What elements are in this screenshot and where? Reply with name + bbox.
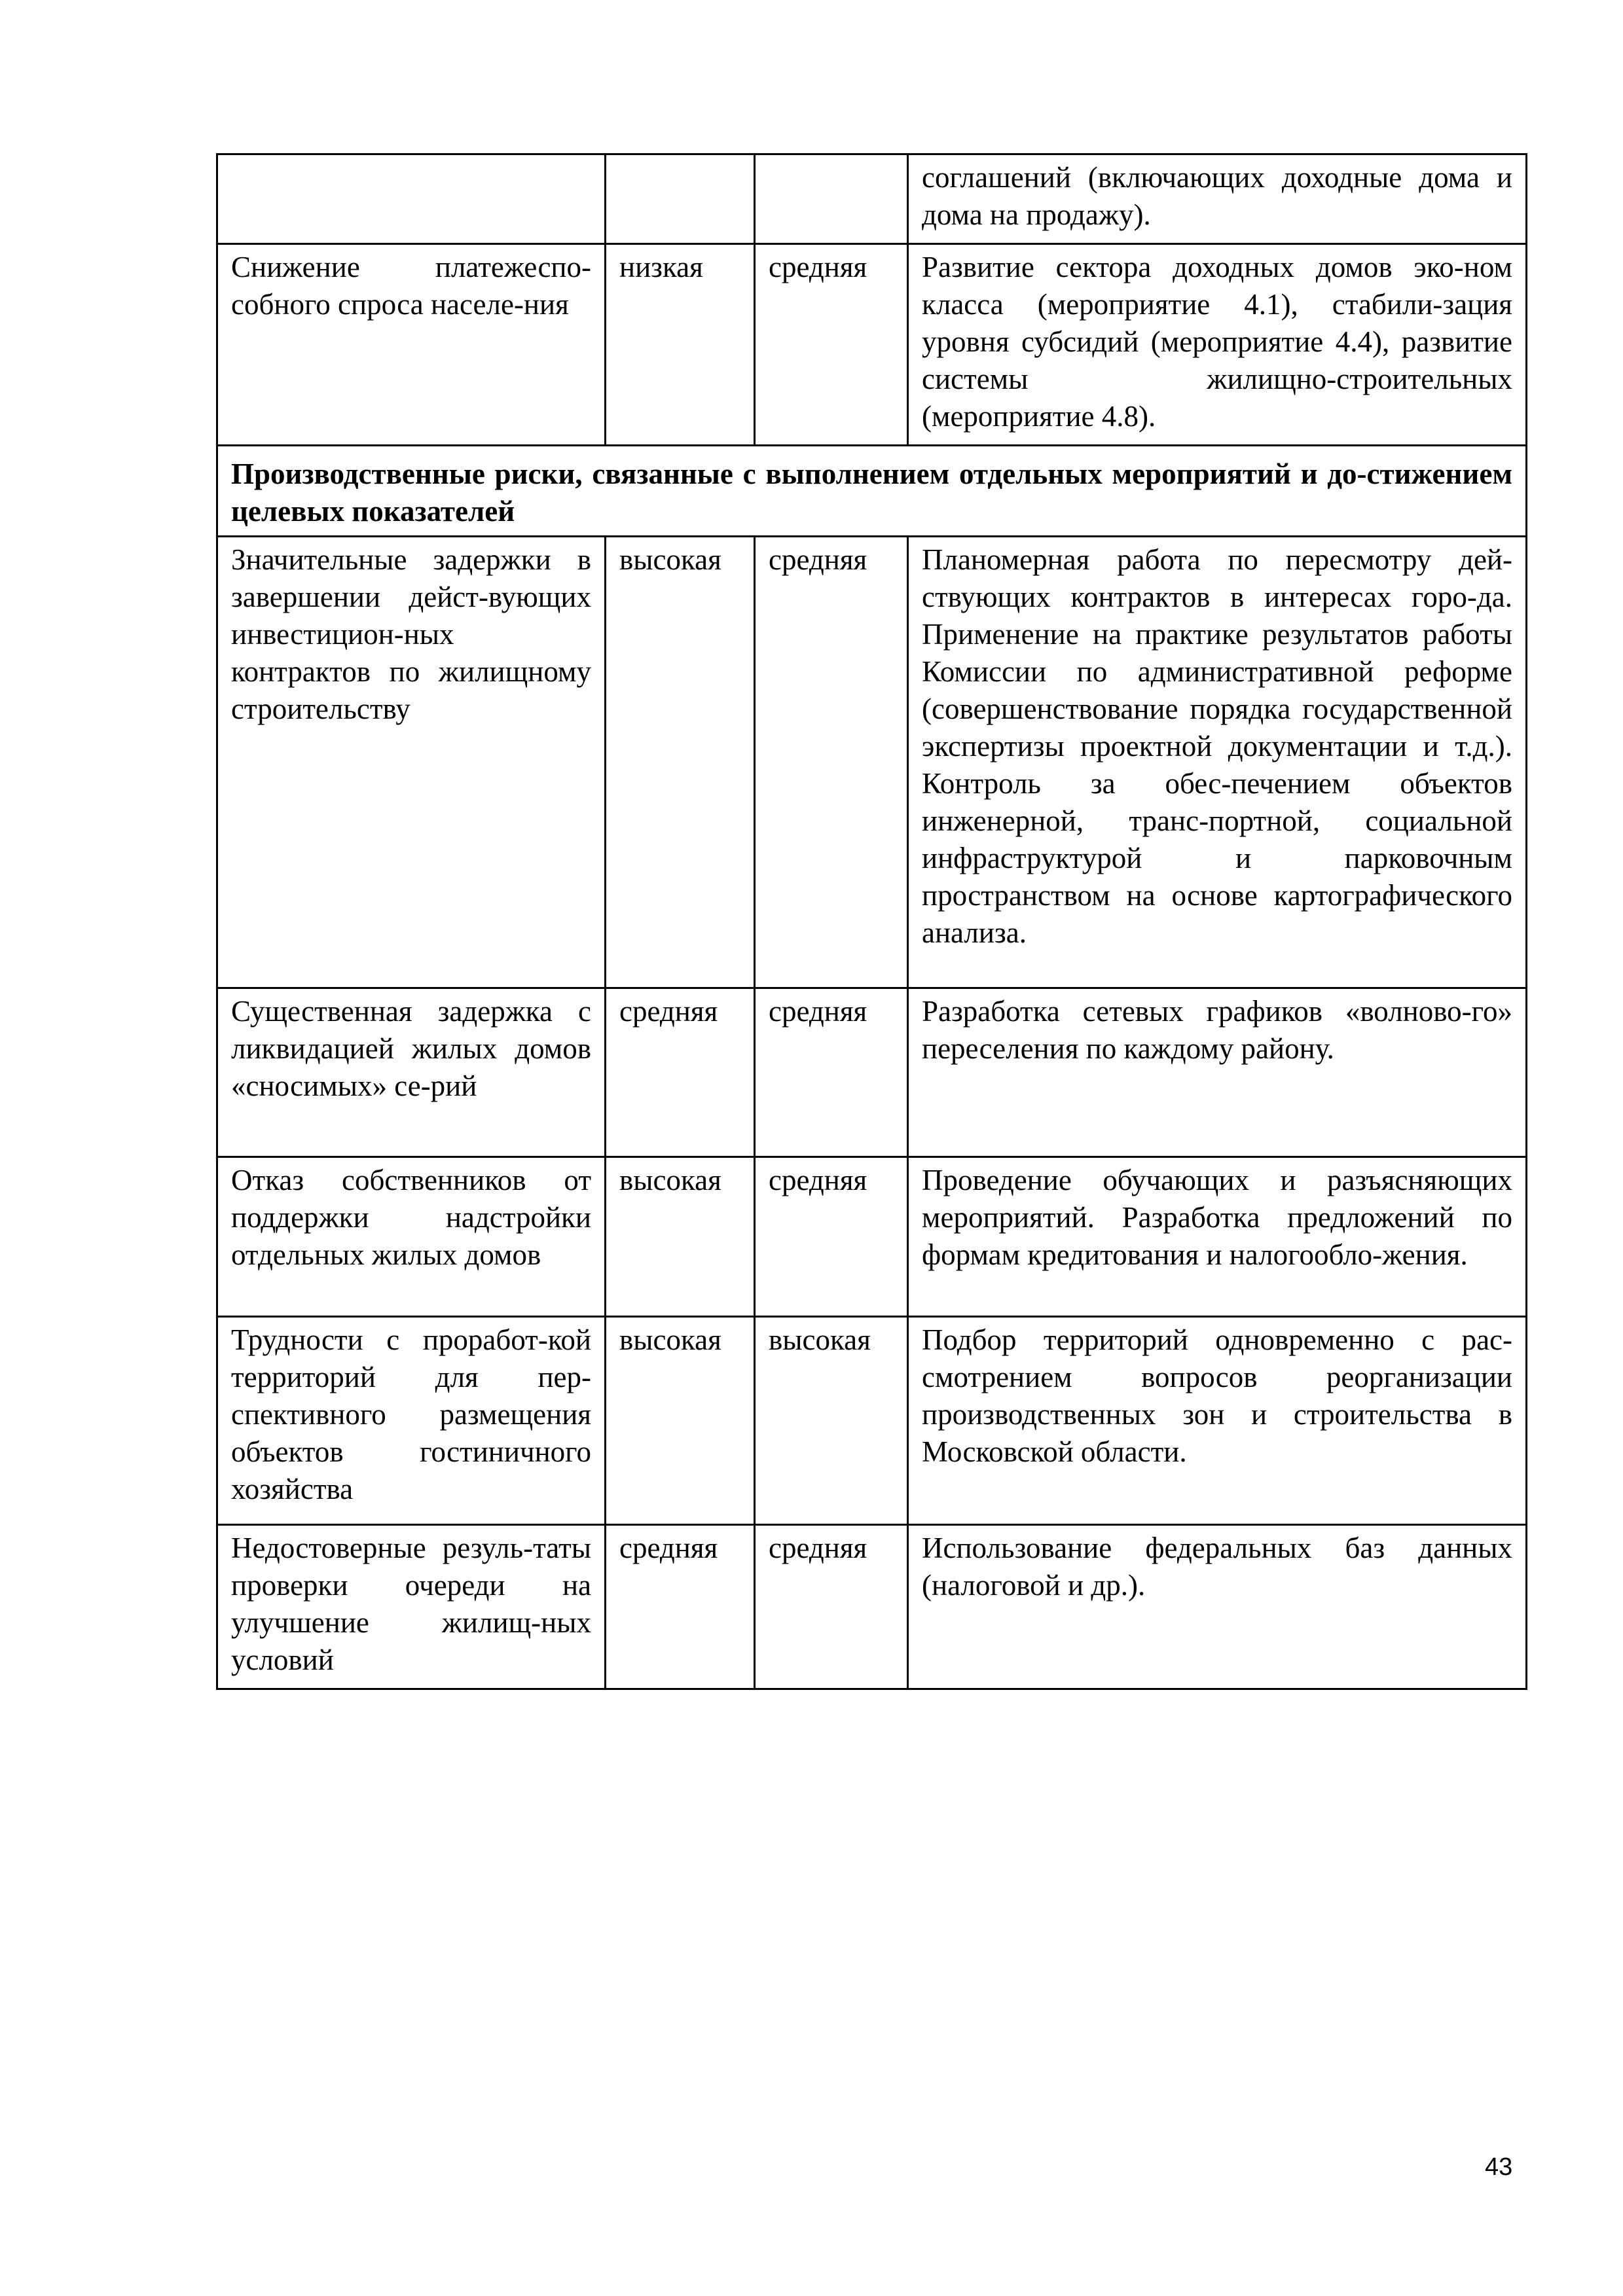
section-header-row — [217, 446, 1527, 537]
measures-cell: Планомерная работа по пересмотру дей-ствующих контрактов в интересах горо-да. Применение на практике результатов работы Комиссии по административной реформе (совершенствование порядка государственной экспертизы проектной документации и т.д.). Контроль за обес-печением объектов инженерной, транс-портной, социальной инфраструктурой и парковочным пространством на основе картографического анализа. — [908, 537, 1527, 988]
impact-cell: средняя — [755, 244, 908, 446]
section-header: Производственные риски, связанные с выполнением отдельных мероприятий и до-стижением целевых показателей — [217, 446, 1527, 537]
risk-cell: Значительные задержки в завершении дейст-вующих инвестицион-ных контрактов по жилищному строительству — [217, 537, 606, 988]
measures-cell: Разработка сетевых графиков «волново-го» переселения по каждому району. — [908, 988, 1527, 1157]
impact-cell: средняя — [755, 988, 908, 1157]
probability-cell — [606, 154, 755, 244]
risk-cell — [217, 154, 606, 244]
impact-cell: высокая — [755, 1317, 908, 1525]
impact-cell: средняя — [755, 537, 908, 988]
measures-cell: Подбор территорий одновременно с рас-смотрением вопросов реорганизации производственных зон и строительства в Московской области. — [908, 1317, 1527, 1525]
risk-cell: Существенная задержка с ликвидацией жилых домов «сносимых» се-рий — [217, 988, 606, 1157]
table-row — [217, 154, 1527, 244]
probability-cell: средняя — [606, 988, 755, 1157]
probability-cell: высокая — [606, 1317, 755, 1525]
measures-cell: Проведение обучающих и разъясняющих мероприятий. Разработка предложений по формам кредитования и налогообло-жения. — [908, 1157, 1527, 1317]
impact-cell — [755, 154, 908, 244]
measures-cell: соглашений (включающих доходные дома и дома на продажу). — [908, 154, 1527, 244]
table-row — [217, 988, 1527, 1157]
impact-cell: средняя — [755, 1157, 908, 1317]
table-row — [217, 1157, 1527, 1317]
risk-cell: Отказ собственников от поддержки надстройки отдельных жилых домов — [217, 1157, 606, 1317]
page-number: 43 — [1485, 2153, 1513, 2181]
risk-cell: Недостоверные резуль-таты проверки очереди на улучшение жилищ-ных условий — [217, 1525, 606, 1689]
risk-table — [216, 153, 1527, 1690]
probability-cell: высокая — [606, 537, 755, 988]
probability-cell: средняя — [606, 1525, 755, 1689]
table-row — [217, 1525, 1527, 1689]
table-row — [217, 1317, 1527, 1525]
probability-cell: высокая — [606, 1157, 755, 1317]
table-row — [217, 537, 1527, 988]
impact-cell: средняя — [755, 1525, 908, 1689]
table-row — [217, 244, 1527, 446]
measures-cell: Развитие сектора доходных домов эко-ном класса (мероприятие 4.1), стабили-зация уровня субсидий (мероприятие 4.4), развитие системы жилищно-строительных (мероприятие 4.8). — [908, 244, 1527, 446]
risk-cell: Трудности с проработ-кой территорий для пер-спективного размещения объектов гостиничного хозяйства — [217, 1317, 606, 1525]
risk-cell: Снижение платежеспо-собного спроса населе-ния — [217, 244, 606, 446]
measures-cell: Использование федеральных баз данных (налоговой и др.). — [908, 1525, 1527, 1689]
probability-cell: низкая — [606, 244, 755, 446]
